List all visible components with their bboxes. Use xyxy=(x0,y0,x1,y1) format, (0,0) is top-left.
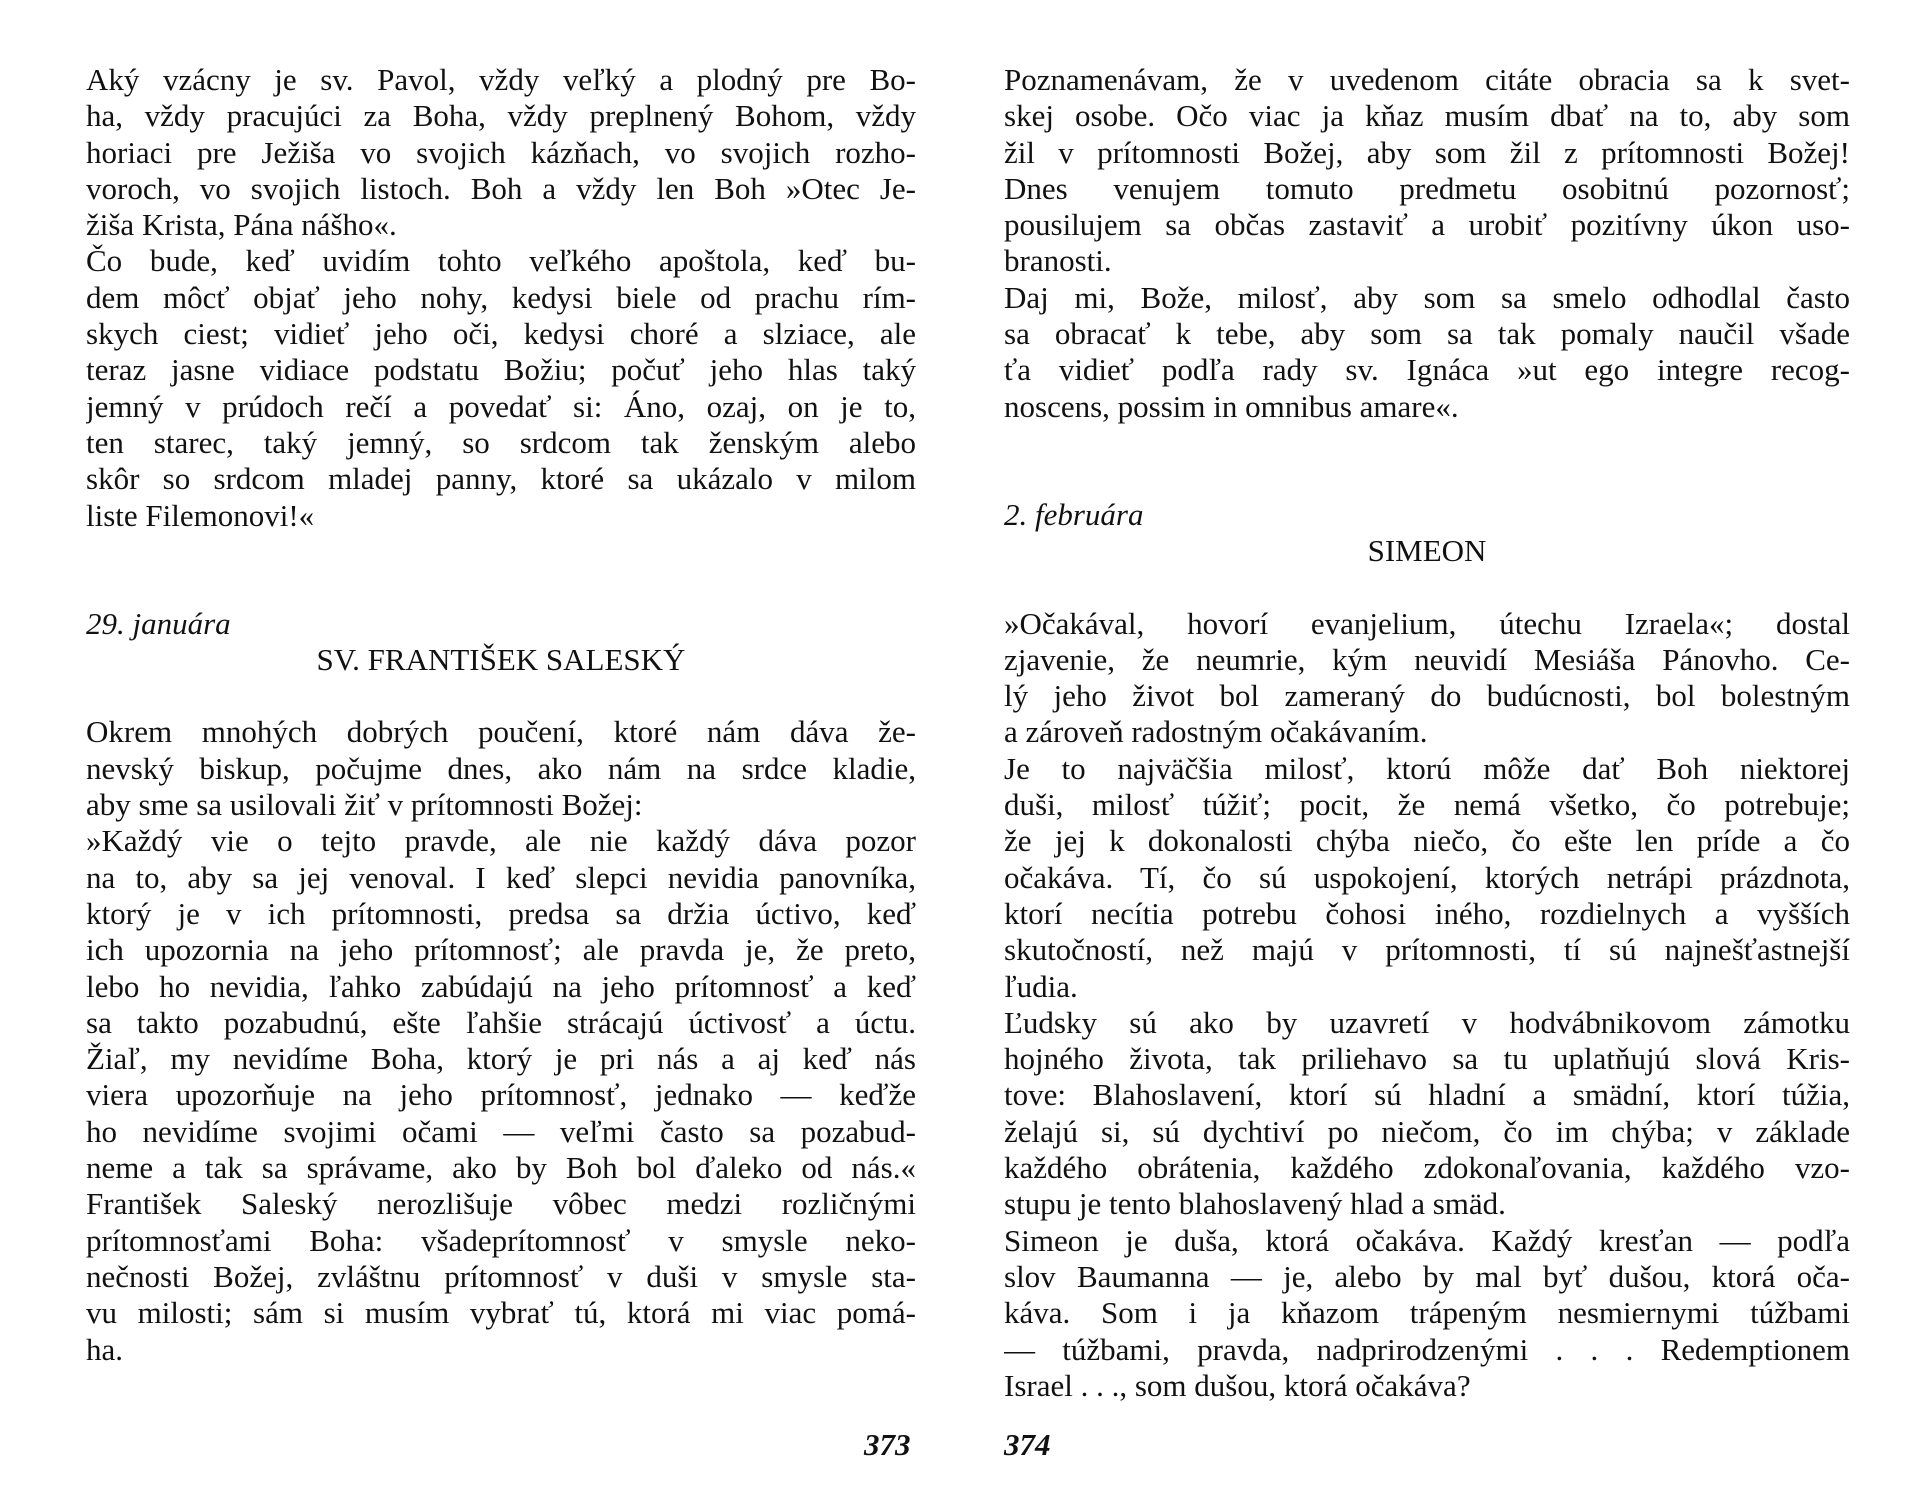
text-line: lebo ho nevidia, ľahko zabúdajú na jeho prítomnosť a keď xyxy=(86,968,916,1004)
text-line: ktorý je v ich prítomnosti, predsa sa držia úctivo, keď xyxy=(86,895,916,931)
text-line: slov Baumanna — je, alebo by mal byť dušou, ktorá oča- xyxy=(1004,1258,1850,1294)
text-line: ťa vidieť podľa rady sv. Ignáca »ut ego integre recog- xyxy=(1004,352,1850,388)
text-line: ha, vždy pracujúci za Boha, vždy preplnený Bohom, vždy xyxy=(86,98,916,134)
text-line: sa takto pozabudnú, ešte ľahšie strácajú úctivosť a úctu. xyxy=(86,1004,916,1040)
text-line: skôr so srdcom mladej panny, ktoré sa ukázalo v milom xyxy=(86,461,916,497)
text-line: noscens, possim in omnibus amare«. xyxy=(1004,388,1459,424)
page-number-left: 373 xyxy=(864,1427,911,1462)
text-line: ľudia. xyxy=(1004,968,1078,1004)
text-line: ich upozornia na jeho prítomnosť; ale pravda je, že preto, xyxy=(86,932,916,968)
text-line: stupu je tento blahoslavený hlad a smäd. xyxy=(1004,1186,1506,1222)
text-line: horiaci pre Ježiša vo svojich kázňach, vo svojich rozho- xyxy=(86,134,916,170)
entry-date: 2. februára xyxy=(1004,496,1144,532)
text-line: Aký vzácny je sv. Pavol, vždy veľký a plodný pre Bo- xyxy=(86,62,916,97)
text-line: Čo bude, keď uvidím tohto veľkého apoštola, keď bu- xyxy=(86,243,916,279)
text-line: dem môcť objať jeho nohy, kedysi biele od prachu rím- xyxy=(86,279,916,315)
entry-date: 29. januára xyxy=(86,605,231,641)
text-line: — túžbami, pravda, nadprirodzenými . . . Redemptionem xyxy=(1004,1331,1850,1367)
text-line: a zároveň radostným očakávaním. xyxy=(1004,714,1428,750)
page-number-right: 374 xyxy=(1004,1427,1051,1462)
text-line: nevský biskup, počujme dnes, ako nám na srdce kladie, xyxy=(86,750,916,786)
text-line: »Očakával, hovorí evanjelium, útechu Izraela«; dostal xyxy=(1004,605,1850,641)
text-line: na to, aby sa jej venoval. I keď slepci nevidia panovníka, xyxy=(86,859,916,895)
text-line: nečnosti Božej, zvláštnu prítomnosť v duši v smysle sta- xyxy=(86,1258,916,1294)
text-line: Poznamenávam, že v uvedenom citáte obracia sa k svet- xyxy=(1004,62,1850,97)
text-line: zjavenie, že neumrie, kým neuvidí Mesiáša Pánovho. Ce- xyxy=(1004,641,1850,677)
right-page xyxy=(1004,62,1850,1404)
text-line: želajú si, sú dychtiví po niečom, čo im chýba; v základe xyxy=(1004,1113,1850,1149)
text-line: lý jeho život bol zameraný do budúcnosti, bol bolestným xyxy=(1004,678,1850,714)
text-line: Dnes venujem tomuto predmetu osobitnú pozornosť; xyxy=(1004,170,1850,206)
right-text-block-2 xyxy=(1004,606,1850,1405)
text-line: sa obracať k tebe, aby som sa tak pomaly naučil všade xyxy=(1004,316,1850,352)
text-line: skutočností, než majú v prítomnosti, tí sú najnešťastnejší xyxy=(1004,932,1850,968)
left-page xyxy=(86,62,916,1368)
right-text-block-1 xyxy=(1004,62,1850,425)
text-line: teraz jasne vidiace podstatu Božiu; počuť jeho hlas taký xyxy=(86,352,916,388)
text-line: žil v prítomnosti Božej, aby som žil z prítomnosti Božej! xyxy=(1004,134,1850,170)
text-line: Je to najväčšia milosť, ktorú môže dať Boh niektorej xyxy=(1004,750,1850,786)
text-line: branosti. xyxy=(1004,243,1112,279)
text-line: jemný v prúdoch rečí a povedať si: Áno, ozaj, on je to, xyxy=(86,388,916,424)
text-line: liste Filemonovi!« xyxy=(86,497,315,533)
text-line: že jej k dokonalosti chýba niečo, čo ešte len príde a čo xyxy=(1004,823,1850,859)
text-line: hojného života, tak priliehavo sa tu uplatňujú slová Kris- xyxy=(1004,1041,1850,1077)
text-line: »Každý vie o tejto pravde, ale nie každý dáva pozor xyxy=(86,823,916,859)
text-line: Daj mi, Bože, milosť, aby som sa smelo odhodlal často xyxy=(1004,279,1850,315)
text-line: duši, milosť túžiť; pocit, že nemá všetko, čo potrebuje; xyxy=(1004,787,1850,823)
text-line: neme a tak sa správame, ako by Boh bol ďaleko od nás.« xyxy=(86,1150,916,1186)
text-line: žiša Krista, Pána nášho«. xyxy=(86,207,397,243)
text-line: tove: Blahoslavení, ktorí sú hladní a smädní, ktorí túžia, xyxy=(1004,1077,1850,1113)
text-line: pousilujem sa občas zastaviť a urobiť pozitívny úkon uso- xyxy=(1004,207,1850,243)
text-line: každého obrátenia, každého zdokonaľovania, každého vzo- xyxy=(1004,1150,1850,1186)
text-line: ktorí necítia potrebu čohosi iného, rozdielnych a vyšších xyxy=(1004,895,1850,931)
text-line: ho nevidíme svojimi očami — veľmi často sa pozabud- xyxy=(86,1113,916,1149)
entry-heading: SIMEON xyxy=(1367,533,1487,569)
left-text-block-1 xyxy=(86,62,916,534)
text-line: voroch, vo svojich listoch. Boh a vždy len Boh »Otec Je- xyxy=(86,170,916,206)
text-line: ten starec, taký jemný, so srdcom tak ženským alebo xyxy=(86,424,916,460)
text-line: Simeon je duša, ktorá očakáva. Každý kresťan — podľa xyxy=(1004,1222,1850,1258)
text-line: Okrem mnohých dobrých poučení, ktoré nám dáva že- xyxy=(86,714,916,750)
text-line: skej osobe. Očo viac ja kňaz musím dbať na to, aby som xyxy=(1004,98,1850,134)
text-line: ha. xyxy=(86,1331,124,1367)
text-line: Ľudsky sú ako by uzavretí v hodvábnikovom zámotku xyxy=(1004,1004,1850,1040)
entry-heading: SV. FRANTIŠEK SALESKÝ xyxy=(316,642,686,678)
text-line: Israel . . ., som dušou, ktorá očakáva? xyxy=(1004,1367,1471,1403)
text-line: skych ciest; vidieť jeho oči, kedysi choré a slziace, ale xyxy=(86,316,916,352)
text-line: aby sme sa usilovali žiť v prítomnosti Božej: xyxy=(86,787,643,823)
text-line: káva. Som i ja kňazom trápeným nesmiernymi túžbami xyxy=(1004,1295,1850,1331)
text-line: prítomnosťami Boha: všadeprítomnosť v smysle neko- xyxy=(86,1222,916,1258)
text-line: František Saleský nerozlišuje vôbec medzi rozličnými xyxy=(86,1186,916,1222)
text-line: očakáva. Tí, čo sú uspokojení, ktorých netrápi prázdnota, xyxy=(1004,859,1850,895)
left-text-block-2 xyxy=(86,714,916,1367)
text-line: Žiaľ, my nevidíme Boha, ktorý je pri nás a aj keď nás xyxy=(86,1041,916,1077)
text-line: vu milosti; sám si musím vybrať tú, ktorá mi viac pomá- xyxy=(86,1295,916,1331)
text-line: viera upozorňuje na jeho prítomnosť, jednako — keďže xyxy=(86,1077,916,1113)
